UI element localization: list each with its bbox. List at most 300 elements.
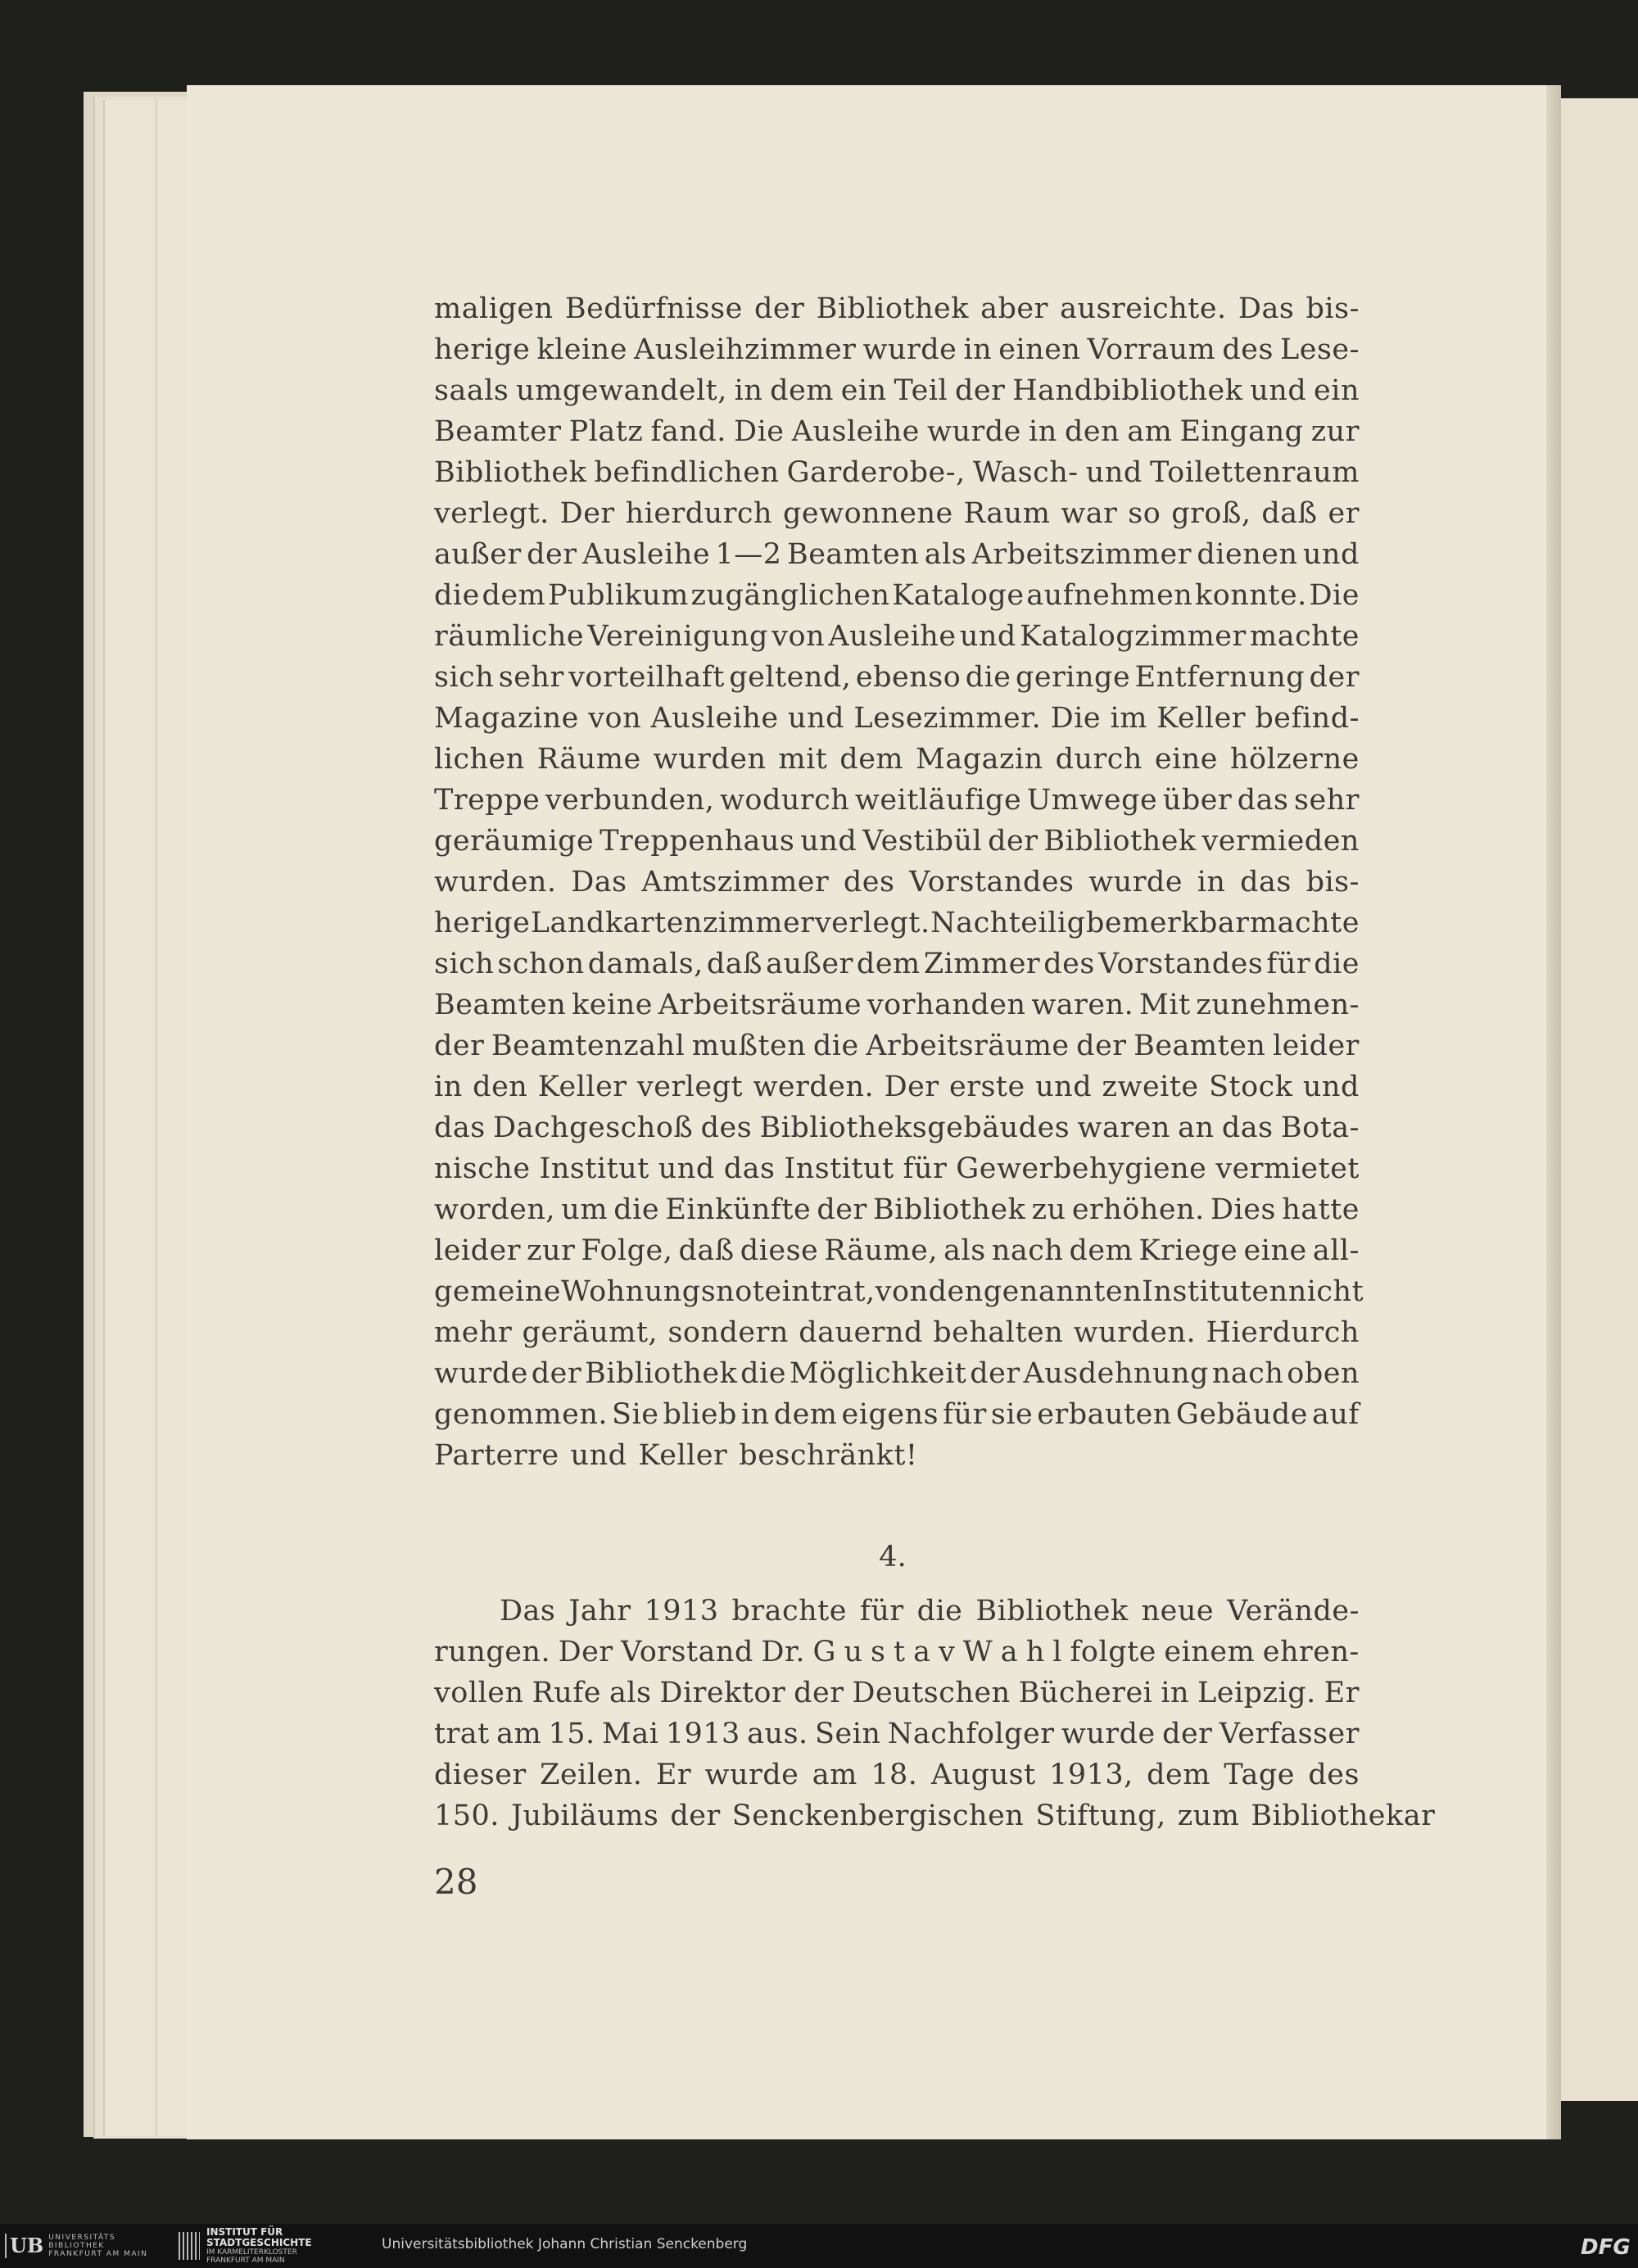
word: der <box>988 825 1038 858</box>
word: Zimmer <box>923 948 1041 980</box>
word: erbauten <box>1037 1398 1172 1431</box>
word: Sie <box>612 1398 659 1431</box>
word: so <box>1128 497 1161 530</box>
word: Platz <box>568 415 644 448</box>
word: des <box>1043 948 1095 980</box>
word: sehr <box>1294 784 1360 817</box>
word: machte <box>1250 620 1360 653</box>
word: beschränkt! <box>739 1439 918 1472</box>
word: Deutschen <box>852 1677 1011 1709</box>
word: über <box>1162 784 1233 817</box>
word: weitläufige <box>854 784 1022 817</box>
word: ausreichte. <box>1060 292 1227 325</box>
isg-logo-title: STADTGESCHICHTE <box>206 2237 312 2248</box>
text-line <box>434 1189 1360 1230</box>
text-line <box>434 1591 1360 1632</box>
word: leider <box>1272 1030 1360 1062</box>
word: Publikum <box>548 579 689 612</box>
text-line <box>434 411 1360 452</box>
word: Magazin <box>916 743 1043 776</box>
ub-logo-text <box>48 2234 147 2258</box>
word: den <box>1064 415 1120 448</box>
word: eine <box>1243 1234 1307 1267</box>
word: Räume, <box>824 1234 939 1267</box>
word: Kriege <box>1138 1234 1238 1267</box>
word: und <box>959 620 1016 653</box>
word: das <box>434 1111 486 1144</box>
word: trat <box>434 1718 490 1750</box>
word: wurde <box>704 1759 799 1791</box>
word: Beamten <box>434 989 567 1021</box>
word: Mit <box>1139 989 1191 1021</box>
word: zu <box>1031 1193 1066 1226</box>
word: der <box>434 1030 485 1062</box>
word: Mai <box>602 1718 659 1750</box>
word: nische <box>434 1152 531 1185</box>
word: der <box>1309 661 1360 694</box>
word: Lesezimmer. <box>853 702 1042 735</box>
word: bis- <box>1305 866 1360 899</box>
word: dienen <box>1197 538 1298 571</box>
ub-logo-line: BIBLIOTHEK <box>48 2242 105 2250</box>
text-line <box>434 329 1360 370</box>
word: hatte <box>1282 1193 1360 1226</box>
word: und <box>570 1439 627 1472</box>
text-line <box>434 1107 1360 1148</box>
text-line <box>434 657 1360 698</box>
word: als <box>924 538 967 571</box>
word: Institut <box>784 1152 894 1185</box>
word: aber <box>980 292 1048 325</box>
text-line <box>434 1795 1436 1836</box>
word: Gebäude <box>1175 1398 1308 1431</box>
text-line <box>434 1271 1364 1312</box>
word: diese <box>740 1234 819 1267</box>
word: Entfernung <box>1134 661 1305 694</box>
text-line <box>434 1353 1360 1394</box>
word: Tage <box>1224 1759 1295 1791</box>
word: Treppe <box>434 784 541 817</box>
word: und <box>658 1152 715 1185</box>
section-number: 4. <box>879 1541 907 1573</box>
word: Ausleihzimmer <box>634 333 857 366</box>
word: Nachfolger <box>887 1718 1055 1750</box>
word: und <box>1302 538 1360 571</box>
word: um <box>561 1193 609 1226</box>
word: Stiftung, <box>1035 1799 1166 1832</box>
word: des <box>700 1111 753 1144</box>
word: Stock <box>1209 1071 1293 1103</box>
word: wurde <box>1088 866 1183 899</box>
word: Bedürfnisse <box>564 292 743 325</box>
word: Landkartenzimmer <box>530 907 815 939</box>
word: wurde <box>927 415 1021 448</box>
word: August <box>930 1759 1036 1791</box>
word: an <box>1178 1111 1215 1144</box>
word: keine <box>572 989 653 1021</box>
word: Beamten <box>786 538 920 571</box>
word: die <box>916 1595 963 1627</box>
word: saals <box>434 374 509 407</box>
word: Magazine <box>434 702 579 735</box>
word: Wohnungsnot <box>560 1275 765 1308</box>
word: nach <box>1211 1357 1284 1390</box>
word: wodurch <box>719 784 850 817</box>
word: Ausleihe <box>581 538 711 571</box>
word: eintrat, <box>764 1275 876 1308</box>
word: außer <box>434 538 522 571</box>
word: l <box>1052 1636 1062 1668</box>
word: Das <box>1238 292 1295 325</box>
word: W <box>962 1636 993 1668</box>
word: das <box>1240 866 1292 899</box>
word: das <box>723 1152 776 1185</box>
word: Die <box>1309 579 1360 612</box>
word: Arbeitsräume <box>866 1030 1070 1062</box>
word: in <box>1029 415 1057 448</box>
word: vollen <box>434 1677 524 1709</box>
dfg-logo[interactable]: DFG <box>1581 2235 1631 2260</box>
word: t <box>894 1636 906 1668</box>
word: zweite <box>1102 1071 1199 1103</box>
word: als <box>943 1234 986 1267</box>
isg-logo-mark-icon <box>179 2232 200 2260</box>
word: Sein <box>815 1718 881 1750</box>
text-line <box>434 1632 1360 1673</box>
word: befindlichen <box>594 456 780 489</box>
word: wurde <box>1061 1718 1156 1750</box>
word: 1913, <box>1049 1759 1133 1791</box>
word: gewonnene <box>783 497 953 530</box>
word: konnte. <box>1195 579 1307 612</box>
word: einem <box>1164 1636 1256 1668</box>
word: Beamten <box>1133 1030 1266 1062</box>
word: Räume <box>536 743 641 776</box>
word: Senckenbergischen <box>731 1799 1025 1832</box>
body-paragraph-2 <box>434 1591 1436 1836</box>
word: im <box>1110 702 1147 735</box>
word: die <box>434 579 480 612</box>
word: und <box>1085 456 1143 489</box>
word: Der <box>558 1636 613 1668</box>
word: a <box>913 1636 931 1668</box>
word: Institut <box>539 1152 649 1185</box>
word: Leipzig. <box>1197 1677 1316 1709</box>
word: ebenso <box>855 661 962 694</box>
word: mehr <box>434 1316 513 1349</box>
word: zur <box>1310 415 1360 448</box>
word: verlegt <box>636 1071 744 1103</box>
word: das <box>1237 784 1289 817</box>
word: Hierdurch <box>1206 1316 1360 1349</box>
word: Bibliotheksgebäudes <box>759 1111 1070 1144</box>
word: werden. <box>753 1071 875 1103</box>
word: Vereinigung <box>587 620 768 653</box>
word: leider <box>434 1234 521 1267</box>
word: damals, <box>587 948 704 980</box>
word: a <box>1000 1636 1019 1668</box>
isg-logo-line: IM KARMELITERKLOSTER <box>206 2248 297 2257</box>
word: genommen. <box>434 1398 608 1431</box>
word: des <box>1222 333 1274 366</box>
word: Möglichkeit <box>789 1357 967 1390</box>
word: nicht <box>1287 1275 1364 1308</box>
word: u <box>844 1636 863 1668</box>
word: lichen <box>434 743 525 776</box>
word: in <box>963 333 993 366</box>
word: zur <box>527 1234 576 1267</box>
ub-logo-line: FRANKFURT AM MAIN <box>48 2250 148 2258</box>
word: schon <box>497 948 585 980</box>
text-line <box>434 1754 1360 1795</box>
word: Keller <box>1156 702 1247 735</box>
text-line <box>434 1025 1360 1066</box>
word: Kataloge <box>892 579 1025 612</box>
word: wurden. <box>1073 1316 1197 1349</box>
word: Treppenhaus <box>600 825 795 858</box>
isg-logo[interactable] <box>179 2226 312 2265</box>
word: geräumt, <box>522 1316 658 1349</box>
word: Handbibliothek <box>1012 374 1243 407</box>
word: dem <box>1147 1759 1210 1791</box>
word: Bibliothekar <box>1251 1799 1436 1832</box>
word: waren <box>1077 1111 1170 1144</box>
word: Arbeitsräume <box>658 989 862 1021</box>
word: außer <box>766 948 853 980</box>
word: aus. <box>747 1718 808 1750</box>
word: Bibliothek <box>434 456 587 489</box>
word: Bibliothek <box>816 292 969 325</box>
word: und <box>1302 1071 1360 1103</box>
text-line <box>434 1394 1360 1435</box>
word: daß <box>678 1234 735 1267</box>
word: dem <box>770 374 834 407</box>
word: Vorstandes <box>1097 948 1264 980</box>
word: aufnehmen <box>1026 579 1193 612</box>
word: verlegt. <box>434 497 550 530</box>
library-name-link[interactable]: Universitätsbibliothek Johann Christian Senckenberg <box>382 2236 748 2252</box>
word: geringe <box>1015 661 1131 694</box>
word: dem <box>773 1398 838 1431</box>
word: 150. <box>434 1799 500 1832</box>
word: eigens <box>841 1398 939 1431</box>
word: Zeilen. <box>540 1759 643 1791</box>
word: in <box>1161 1677 1190 1709</box>
word: dem <box>1069 1234 1133 1267</box>
word: Verände- <box>1227 1595 1360 1627</box>
word: befind- <box>1255 702 1360 735</box>
word: und <box>1250 374 1307 407</box>
word: vorhanden <box>867 989 1026 1021</box>
text-line <box>434 534 1360 575</box>
word: vorteilhaft <box>568 661 725 694</box>
word: zugänglichen <box>690 579 890 612</box>
word: der <box>817 1193 867 1226</box>
word: Das <box>571 866 627 899</box>
text-line <box>434 452 1360 493</box>
word: die <box>812 1030 859 1062</box>
word: Keller <box>537 1071 627 1103</box>
word: Bibliothek <box>1043 825 1197 858</box>
word: als <box>609 1677 652 1709</box>
word: sehr <box>498 661 564 694</box>
word: Parterre <box>434 1439 559 1472</box>
word: Einkünfte <box>665 1193 812 1226</box>
word: Dies <box>1210 1193 1276 1226</box>
word: der <box>970 1357 1020 1390</box>
text-line <box>434 739 1360 780</box>
text-line <box>434 862 1360 903</box>
word: Jubiläums <box>510 1799 659 1832</box>
text-line <box>434 1066 1360 1107</box>
word: des <box>843 866 895 899</box>
word: wurden. <box>434 866 557 899</box>
word: machte <box>1249 907 1360 939</box>
word: Dr. <box>761 1636 805 1668</box>
text-line <box>434 1230 1360 1271</box>
word: die <box>613 1193 660 1226</box>
word: Vorstandes <box>909 866 1075 899</box>
word: Er <box>1324 1677 1360 1709</box>
word: der <box>754 292 805 325</box>
word: sie <box>990 1398 1034 1431</box>
word: geltend, <box>729 661 852 694</box>
isg-logo-text <box>206 2227 312 2265</box>
word: oben <box>1287 1357 1360 1390</box>
word: und <box>800 825 857 858</box>
word: v <box>939 1636 956 1668</box>
word: Arbeitszimmer <box>971 538 1192 571</box>
word: waren. <box>1031 989 1134 1021</box>
word: h <box>1025 1636 1045 1668</box>
word: auf <box>1312 1398 1360 1431</box>
word: Vorstand <box>621 1636 753 1668</box>
word: der <box>794 1677 844 1709</box>
word: Toilettenraum <box>1149 456 1360 489</box>
word: für <box>903 1152 948 1185</box>
text-line <box>434 493 1360 534</box>
word: Lese- <box>1280 333 1360 366</box>
word: räumliche <box>434 620 585 653</box>
word: Ausleihe <box>828 620 957 653</box>
word: rungen. <box>434 1636 551 1668</box>
word: verlegt. <box>814 907 930 939</box>
word: von <box>588 702 642 735</box>
word: folgte <box>1070 1636 1156 1668</box>
word: dem <box>856 948 921 980</box>
word: Bücherei <box>1018 1677 1153 1709</box>
ub-library-logo[interactable] <box>5 2230 147 2261</box>
word: erste <box>949 1071 1025 1103</box>
word: gemeine <box>434 1275 561 1308</box>
word: kleine <box>536 333 627 366</box>
word: den <box>928 1275 984 1308</box>
word: Das <box>500 1595 556 1627</box>
word: zum <box>1177 1799 1240 1832</box>
word: bemerkbar <box>1086 907 1250 939</box>
word: die <box>1314 948 1360 980</box>
word: Gewerbehygiene <box>956 1152 1207 1185</box>
word: der <box>955 374 1006 407</box>
text-line <box>434 575 1360 616</box>
word: bis- <box>1305 292 1360 325</box>
word: vermieden <box>1201 825 1360 858</box>
word: fand. <box>650 415 726 448</box>
page-number: 28 <box>434 1862 478 1902</box>
word: von <box>875 1275 929 1308</box>
word: herige <box>434 907 531 939</box>
word: Jahr <box>568 1595 631 1627</box>
word: brachte <box>731 1595 847 1627</box>
word: herige <box>434 333 531 366</box>
word: und <box>1035 1071 1093 1103</box>
word: der <box>1076 1030 1127 1062</box>
word: hölzerne <box>1229 743 1360 776</box>
text-line <box>434 780 1360 821</box>
text-line <box>434 288 1360 329</box>
word: des <box>1308 1759 1360 1791</box>
word: Raum <box>963 497 1051 530</box>
word: in <box>1197 866 1226 899</box>
word: Folge, <box>581 1234 673 1267</box>
word: in <box>734 374 763 407</box>
word: Ausleihe <box>791 415 920 448</box>
word: hierdurch <box>625 497 773 530</box>
word: sich <box>434 661 495 694</box>
word: 1913 <box>644 1595 719 1627</box>
word: daß <box>706 948 763 980</box>
word: s <box>871 1636 886 1668</box>
word: sich <box>434 948 495 980</box>
word: mußten <box>691 1030 807 1062</box>
ub-logo-mark: UB <box>5 2234 43 2258</box>
word: Rufe <box>532 1677 601 1709</box>
word: Garderobe-, <box>786 456 966 489</box>
text-line <box>434 1312 1360 1353</box>
text-line <box>434 698 1360 739</box>
word: eine <box>1154 743 1219 776</box>
word: das <box>1221 1111 1274 1144</box>
text-line <box>434 1713 1360 1754</box>
word: wurde <box>862 333 957 366</box>
word: genannten <box>983 1275 1143 1308</box>
word: nach <box>991 1234 1064 1267</box>
word: der <box>527 538 577 571</box>
word: 1913 <box>665 1718 740 1750</box>
word: Wasch- <box>972 456 1079 489</box>
word: groß, <box>1171 497 1251 530</box>
word: in <box>740 1398 770 1431</box>
word: für <box>943 1398 987 1431</box>
word: Die <box>734 415 785 448</box>
word: umgewandelt, <box>516 374 727 407</box>
word: daß <box>1261 497 1318 530</box>
word: 15. <box>548 1718 595 1750</box>
text-line <box>434 821 1360 862</box>
word: ehren- <box>1262 1636 1360 1668</box>
book-gutter <box>1546 85 1561 2139</box>
word: wurden <box>653 743 767 776</box>
word: von <box>771 620 826 653</box>
word: Ausdehnung <box>1023 1357 1209 1390</box>
isg-logo-title: INSTITUT FÜR <box>206 2226 283 2238</box>
word: für <box>859 1595 904 1627</box>
ub-logo-line: UNIVERSITÄTS <box>48 2234 116 2242</box>
word: 18. <box>871 1759 918 1791</box>
word: am <box>1127 415 1173 448</box>
text-line <box>434 1435 1360 1476</box>
word: Vestibül <box>862 825 983 858</box>
